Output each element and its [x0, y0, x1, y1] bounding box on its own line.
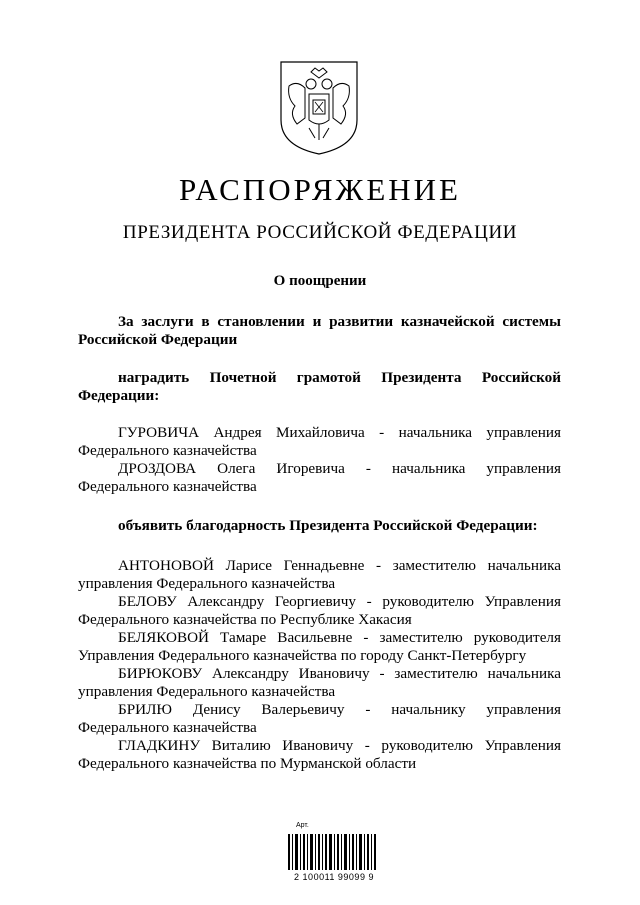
list-item: ГУРОВИЧА Андрея Михайловича - начальника управления Федерального казначейства: [78, 424, 561, 459]
preamble: За заслуги в становлении и развитии казначейской системы Российской Федерации: [78, 313, 561, 348]
section1-list: [78, 424, 561, 496]
section2-list: [78, 557, 561, 773]
list-item: ДРОЗДОВА Олега Игоревича - начальника управления Федерального казначейства: [78, 460, 561, 495]
list-item: БРИЛЮ Денису Валерьевичу - начальнику управления Федерального казначейства: [78, 701, 561, 736]
section2-heading: объявить благодарность Президента Российской Федерации:: [118, 517, 538, 534]
document-type: РАСПОРЯЖЕНИЕ: [179, 172, 461, 207]
state-emblem-icon: [275, 58, 363, 156]
list-item: БЕЛЯКОВОЙ Тамаре Васильевне - заместителю руководителя Управления Федерального казначейства по городу Санкт-Петербургу: [78, 629, 561, 664]
list-item: БИРЮКОВУ Александру Ивановичу - заместителю начальника управления Федерального казначейства: [78, 665, 561, 700]
list-item: АНТОНОВОЙ Ларисе Геннадьевне - заместителю начальника управления Федерального казначейства: [78, 557, 561, 592]
section1-heading: наградить Почетной грамотой Президента Российской Федерации:: [78, 369, 561, 404]
list-item: ГЛАДКИНУ Виталию Ивановичу - руководителю Управления Федерального казначейства по Мурманской области: [78, 737, 561, 772]
barcode-number: 2 100011 99099 9: [294, 872, 374, 882]
document-subject: О поощрении: [273, 273, 367, 289]
list-item: БЕЛОВУ Александру Георгиевичу - руководителю Управления Федерального казначейства по Республике Хакасия: [78, 593, 561, 628]
barcode-label: Арт.: [296, 822, 309, 829]
issuer-title: ПРЕЗИДЕНТА РОССИЙСКОЙ ФЕДЕРАЦИИ: [122, 222, 518, 243]
